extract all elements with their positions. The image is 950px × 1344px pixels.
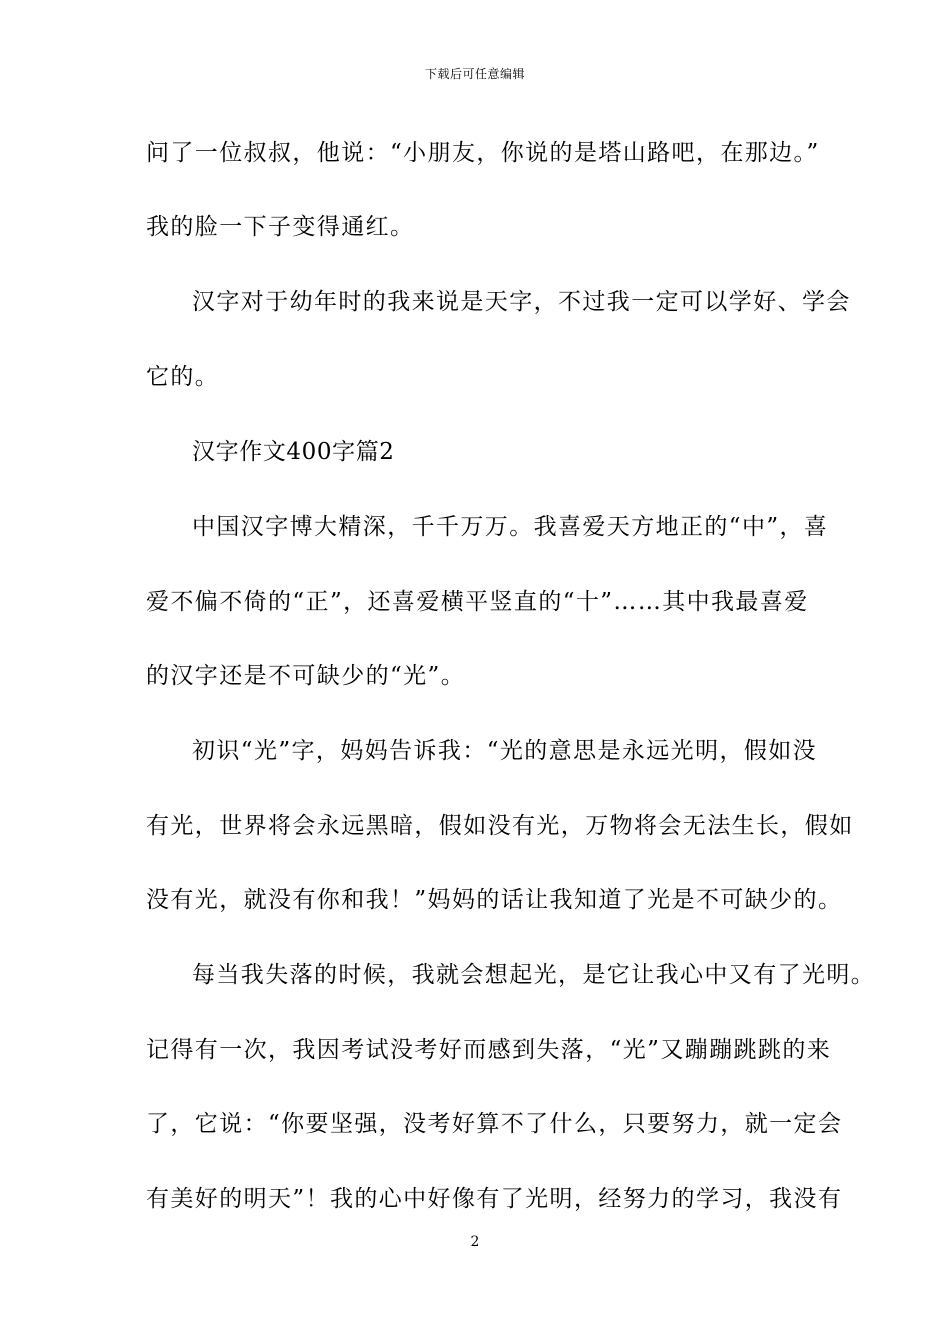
page-header: 下载后可任意编辑 [424,67,525,81]
body-line: 的汉字还是不可缺少的“光”。 [146,663,466,689]
body-line: 每当我失落的时候，我就会想起光，是它让我心中又有了光明。 [192,962,876,988]
body-line: 汉字对于幼年时的我来说是天字，不过我一定可以学好、学会 [192,289,851,315]
body-line: 爱不偏不倚的“正”，还喜爱横平竖直的“十”……其中我最喜爱 [146,589,809,615]
body-line: 记得有一次，我因考试没考好而感到失落，“光”又蹦蹦跳跳的来 [146,1037,832,1063]
body-line: 它的。 [146,364,220,390]
body-line: 有美好的明天”！我的心中好像有了光明，经努力的学习，我没有 [146,1186,843,1212]
page-number: 2 [470,1234,480,1250]
section-heading: 汉字作文400字篇2 [192,439,395,465]
body-line: 中国汉字博大精深，千千万万。我喜爱天方地正的“中”，喜 [192,514,829,540]
body-line: 初识“光”字，妈妈告诉我：“光的意思是永远光明，假如没 [192,738,818,764]
body-line: 有光，世界将会永远黑暗，假如没有光，万物将会无法生长，假如 [146,813,854,839]
body-line: 没有光，就没有你和我！”妈妈的话让我知道了光是不可缺少的。 [146,887,843,913]
body-line: 了，它说：“你要坚强，没考好算不了什么，只要努力，就一定会 [146,1111,843,1137]
body-line: 我的脸一下子变得通红。 [146,214,415,240]
body-line: 问了一位叔叔，他说：“小朋友，你说的是塔山路吧，在那边。” [146,140,820,166]
